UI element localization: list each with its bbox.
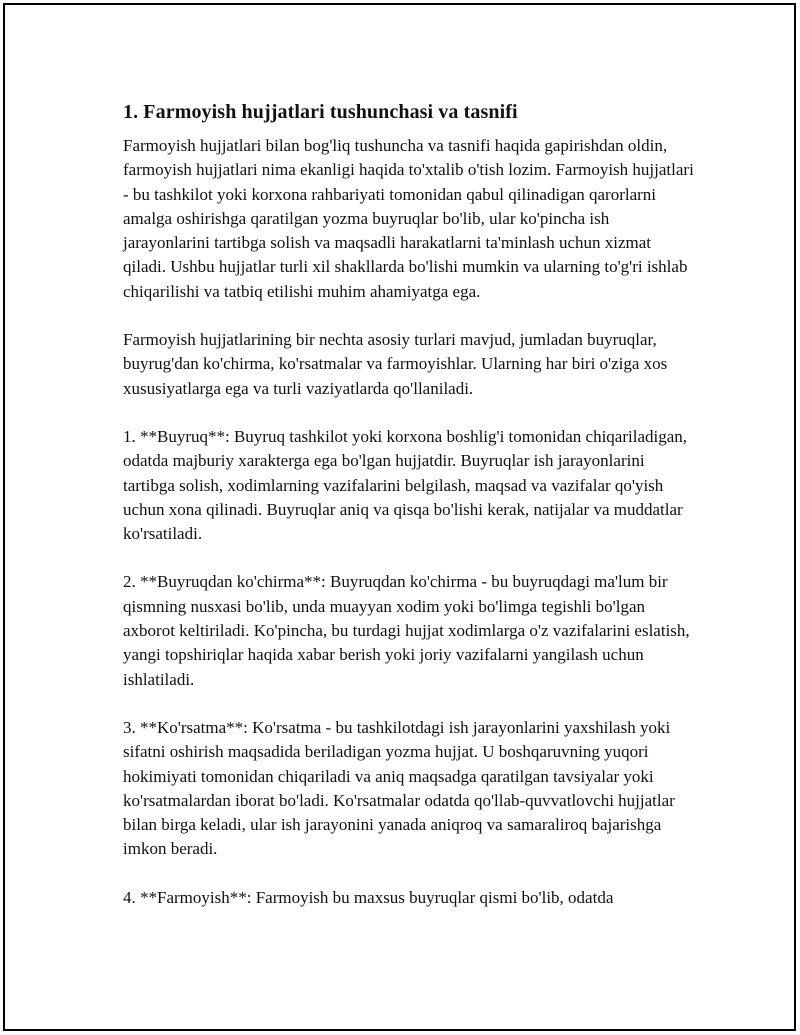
paragraph-intro: Farmoyish hujjatlari bilan bog'liq tushuncha va tasnifi haqida gapirishdan oldin, farmoyish hujjatlari nima ekanligi haqida to'xtalib o'tish lozim. Farmoyish hujjatlari - bu tashkilot yoki korxona rahbariyati tomonidan qabul qilinadigan qarorlarni amalga oshirishga qaratilgan yozma buyruqlar bo'lib, ular ko'pincha ish jarayonlarini tartibga solish va maqsadli harakatlarni ta'minlash uchun xizmat qiladi. Ushbu hujjatlar turli xil shakllarda bo'lishi mumkin va ularning to'g'ri ishlab chiqarilishi va tatbiq etilishi muhim ahamiyatga ega. [123, 136, 694, 301]
document-page [3, 3, 796, 1031]
paragraph-korsatma: 3. **Ko'rsatma**: Ko'rsatma - bu tashkilotdagi ish jarayonlarini yaxshilash yoki sifatni oshirish maqsadida beriladigan yozma hujjat. U boshqaruvning yuqori hokimiyati tomonidan chiqariladi va aniq maqsadga qaratilgan tavsiyalar yoki ko'rsatmalardan iborat bo'ladi. Ko'rsatmalar odatda qo'llab-quvvatlovchi hujjatlar bilan birga keladi, ular ish jarayonini yanada aniqroq va samaraliroq bajarishga imkon beradi. [123, 717, 675, 859]
section-heading: 1. Farmoyish hujjatlari tushunchasi va tasnifi [123, 101, 518, 123]
paragraph-types: Farmoyish hujjatlarining bir nechta asosiy turlari mavjud, jumladan buyruqlar, buyrug'dan ko'chirma, ko'rsatmalar va farmoyishlar. Ularning har biri o'ziga xos xususiyatlarga ega va turli vaziyatlarda qo'llaniladi. [123, 330, 668, 398]
paragraph-farmoyish: 4. **Farmoyish**: Farmoyish bu maxsus buyruqlar qismi bo'lib, odatda [123, 887, 614, 907]
paragraph-buyruqdan-kochirma: 2. **Buyruqdan ko'chirma**: Buyruqdan ko'chirma - bu buyruqdagi ma'lum bir qismning nusxasi bo'lib, unda muayyan xodim yoki bo'limga tegishli bo'lgan axborot keltiriladi. Ko'pincha, bu turdagi hujjat xodimlarga o'z vazifalarini eslatish, yangi topshiriqlar haqida xabar berish yoki joriy vazifalarni yangilash uchun ishlatiladi. [123, 572, 690, 689]
document-body [123, 100, 695, 934]
paragraph-buyruq: 1. **Buyruq**: Buyruq tashkilot yoki korxona boshlig'i tomonidan chiqariladigan, odatda majburiy xarakterga ega bo'lgan hujjatdir. Buyruqlar ish jarayonlarini tartibga solish, xodimlarning vazifalarini belgilash, maqsad va vazifalar qo'yish uchun xona qilinadi. Buyruqlar aniq va qisqa bo'lishi kerak, natijalar va muddatlar ko'rsatiladi. [123, 426, 688, 544]
